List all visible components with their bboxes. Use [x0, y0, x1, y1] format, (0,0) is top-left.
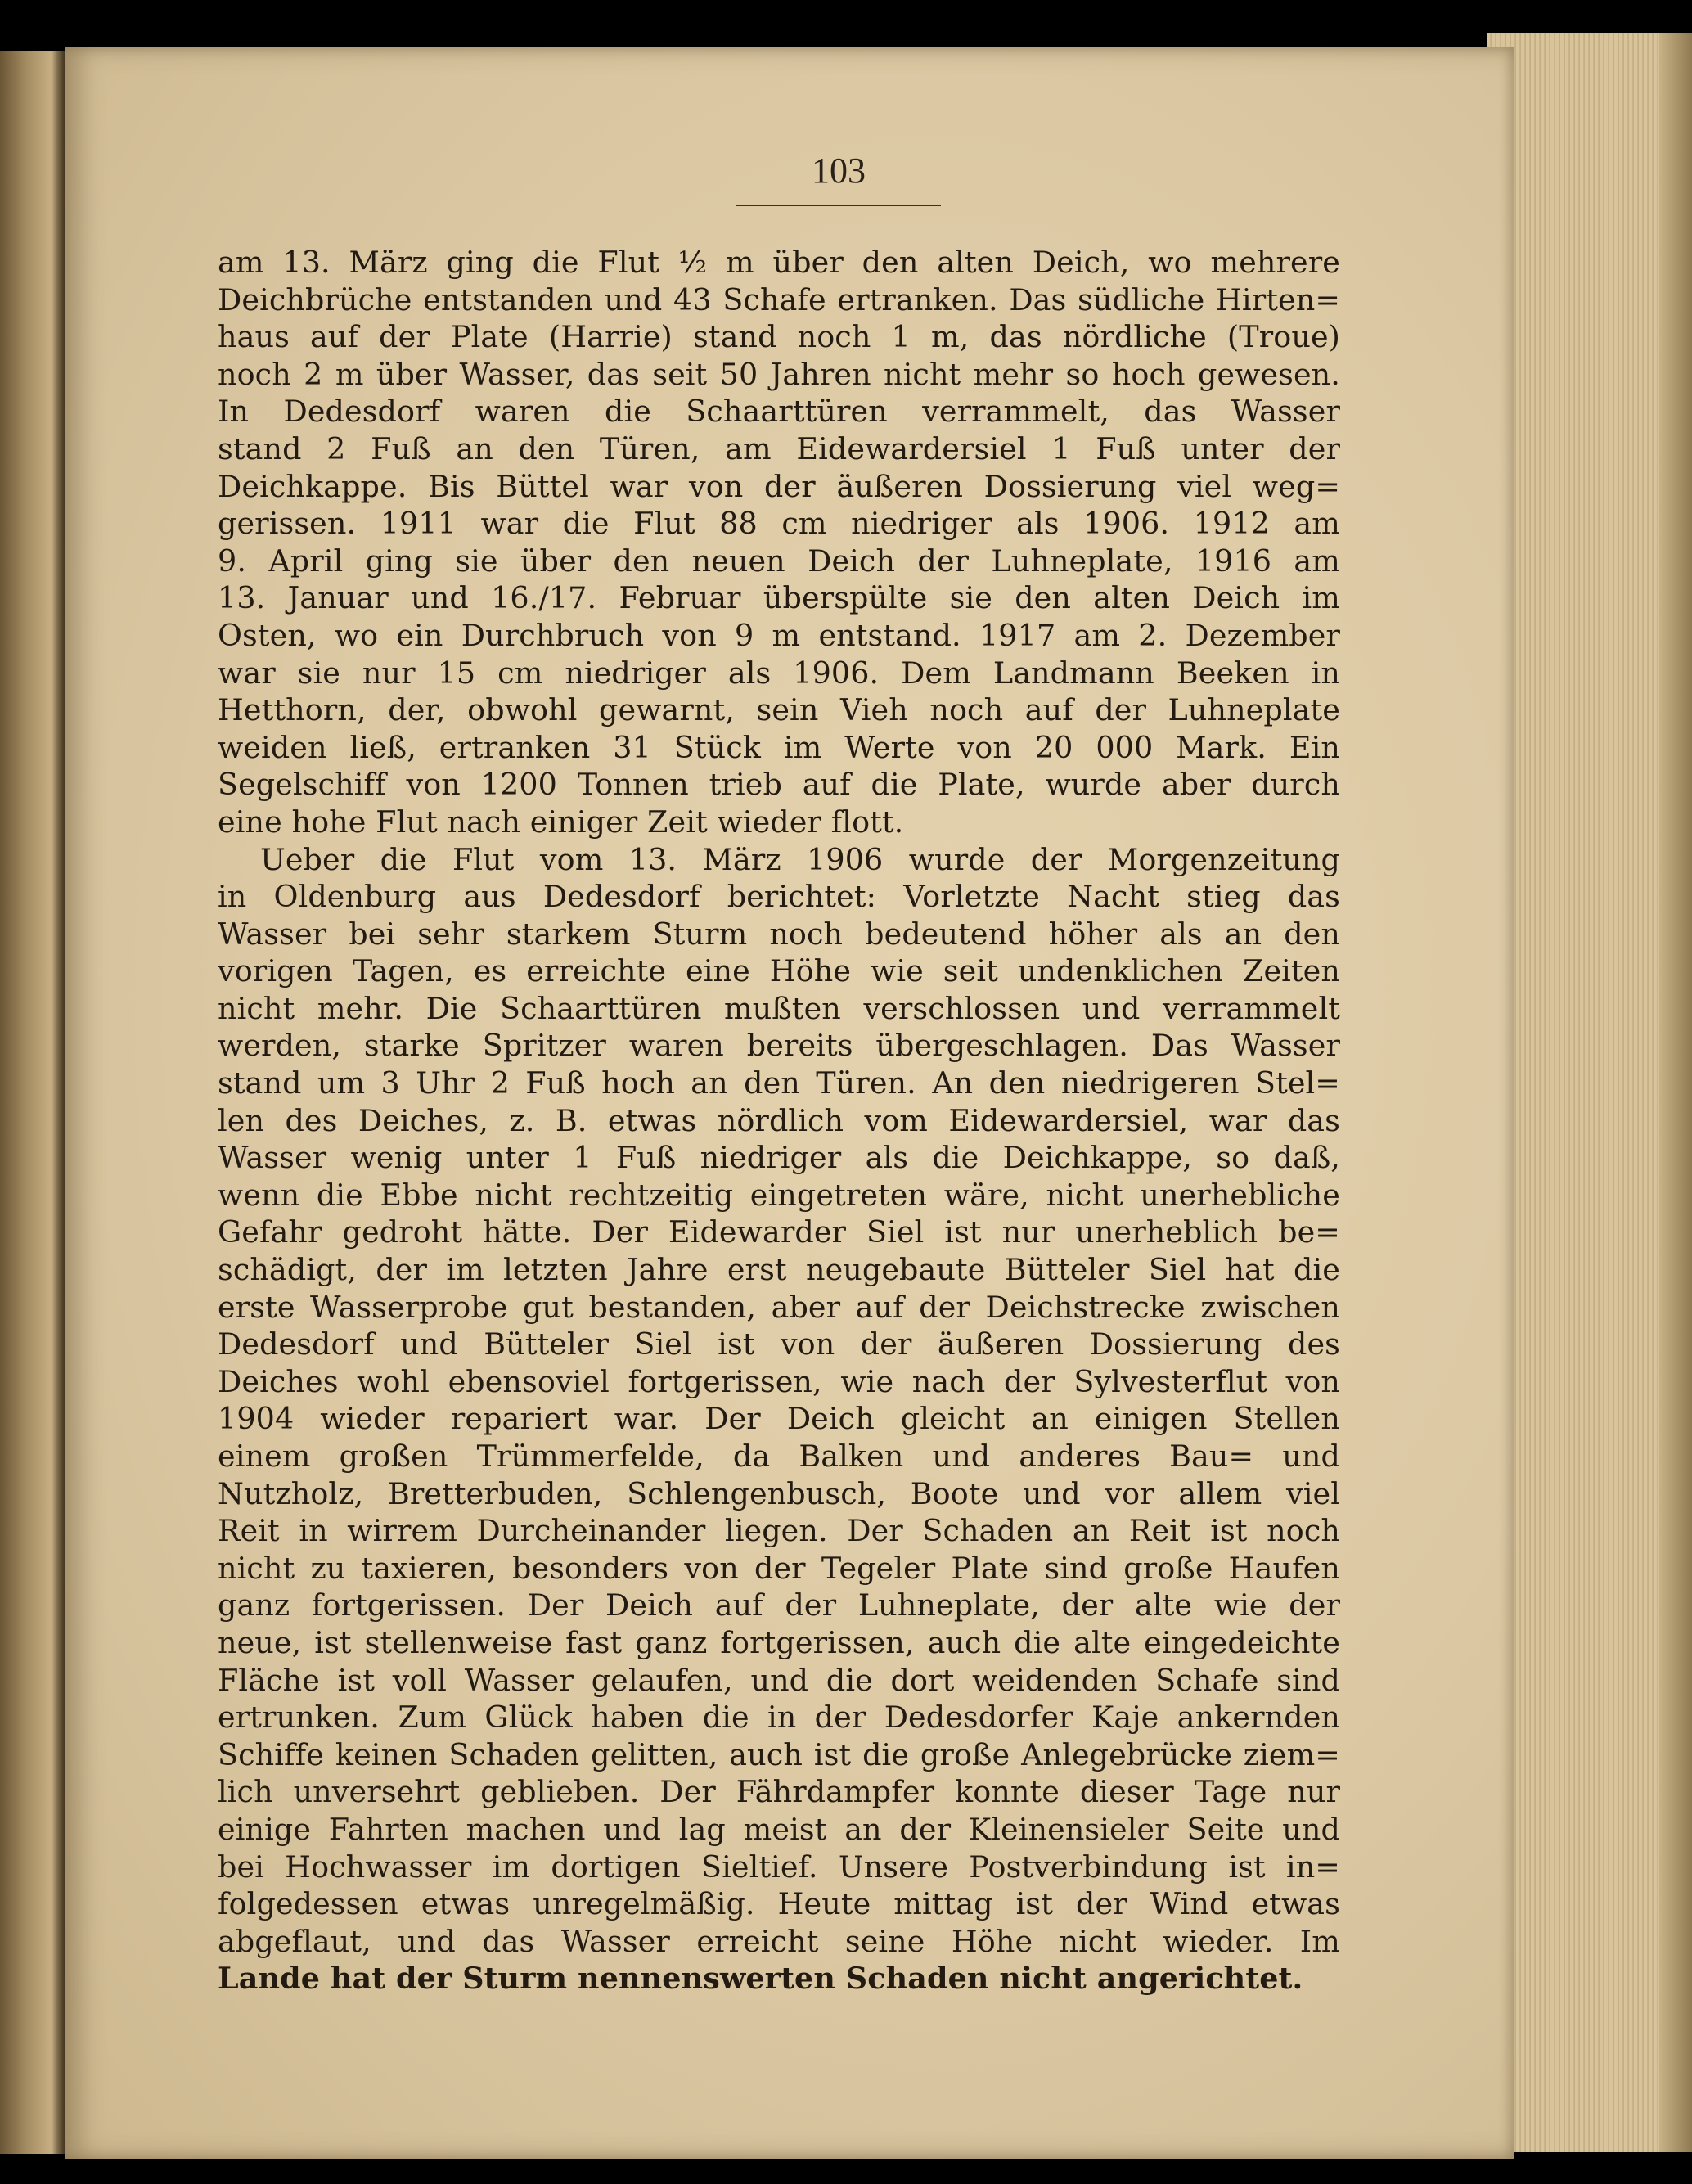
- book-edge: [1659, 33, 1692, 2152]
- text-line: Reit in wirrem Durcheinander liegen. Der Schaden an Reit ist noch: [218, 1513, 1340, 1549]
- book-page: [65, 47, 1514, 2159]
- text-line: 9. April ging sie über den neuen Deich der Luhneplate, 1916 am: [218, 543, 1340, 579]
- text-line: nicht mehr. Die Schaarttüren mußten verschlossen und verrammelt: [218, 990, 1340, 1026]
- paragraph-start-line: Ueber die Flut vom 13. März 1906 wurde der Morgenzeitung: [260, 841, 1340, 877]
- text-line: stand 2 Fuß an den Türen, am Eidewardersiel 1 Fuß unter der: [218, 430, 1340, 466]
- text-line: Hetthorn, der, obwohl gewarnt, sein Vieh noch auf der Luhneplate: [218, 692, 1340, 728]
- text-line: abgeflaut, und das Wasser erreicht seine Höhe nicht wieder. Im: [218, 1923, 1340, 1959]
- paragraph-end-line: eine hohe Flut nach einiger Zeit wieder flott.: [218, 804, 904, 840]
- text-line: Wasser wenig unter 1 Fuß niedriger als die Deichkappe, so daß,: [218, 1140, 1340, 1176]
- text-line: erste Wasserprobe gut bestanden, aber auf der Deichstrecke zwischen: [218, 1289, 1340, 1325]
- text-line: neue, ist stellenweise fast ganz fortgerissen, auch die alte eingedeichte: [218, 1624, 1340, 1660]
- text-line: einige Fahrten machen und lag meist an der Kleinensieler Seite und: [218, 1811, 1340, 1847]
- text-line: 13. Januar und 16./17. Februar überspülte sie den alten Deich im: [218, 580, 1340, 616]
- text-line: Schiffe keinen Schaden gelitten, auch ist die große Anlegebrücke ziem=: [218, 1736, 1340, 1772]
- binding-shadow: [51, 51, 65, 2154]
- text-line: Osten, wo ein Durchbruch von 9 m entstand. 1917 am 2. Dezember: [218, 617, 1340, 653]
- page-number-rule: [736, 205, 941, 206]
- text-line: lich unversehrt geblieben. Der Fährdampfer konnte dieser Tage nur: [218, 1774, 1340, 1810]
- text-line: einem großen Trümmerfelde, da Balken und anderes Bau= und: [218, 1439, 1340, 1474]
- text-line: folgedessen etwas unregelmäßig. Heute mittag ist der Wind etwas: [218, 1886, 1340, 1922]
- text-line: schädigt, der im letzten Jahre erst neugebaute Bütteler Siel hat die: [218, 1252, 1340, 1288]
- text-line: stand um 3 Uhr 2 Fuß hoch an den Türen. An den niedrigeren Stel=: [218, 1065, 1340, 1101]
- text-line: weiden ließ, ertranken 31 Stück im Werte von 20 000 Mark. Ein: [218, 729, 1340, 765]
- text-line: vorigen Tagen, es erreichte eine Höhe wie seit undenklichen Zeiten: [218, 953, 1340, 989]
- text-line: Nutzholz, Bretterbuden, Schlengenbusch, Boote und vor allem viel: [218, 1475, 1340, 1511]
- text-line: wenn die Ebbe nicht rechtzeitig eingetreten wäre, nicht unerhebliche: [218, 1177, 1340, 1213]
- text-line: ertrunken. Zum Glück haben die in der Dedesdorfer Kaje ankernden: [218, 1700, 1340, 1736]
- text-line: Segelschiff von 1200 Tonnen trieb auf die Plate, wurde aber durch: [218, 767, 1340, 803]
- text-line: Gefahr gedroht hätte. Der Eidewarder Siel ist nur unerheblich be=: [218, 1214, 1340, 1250]
- text-line: gerissen. 1911 war die Flut 88 cm niedriger als 1906. 1912 am: [218, 506, 1340, 542]
- text-line: war sie nur 15 cm niedriger als 1906. Dem Landmann Beeken in: [218, 655, 1340, 691]
- text-line: ganz fortgerissen. Der Deich auf der Luhneplate, der alte wie der: [218, 1587, 1340, 1623]
- text-line: Deichbrüche entstanden und 43 Schafe ertranken. Das südliche Hirten=: [218, 281, 1340, 317]
- text-line: in Oldenburg aus Dedesdorf berichtet: Vorletzte Nacht stieg das: [218, 879, 1340, 915]
- text-line: len des Deiches, z. B. etwas nördlich vom Eidewardersiel, war das: [218, 1102, 1340, 1138]
- page-number: 103: [812, 151, 866, 191]
- final-line: Lande hat der Sturm nennenswerten Schaden nicht angerichtet.: [218, 1961, 1303, 1997]
- text-line: noch 2 m über Wasser, das seit 50 Jahren nicht mehr so hoch gewesen.: [218, 356, 1340, 392]
- text-line: Fläche ist voll Wasser gelaufen, und die dort weidenden Schafe sind: [218, 1662, 1340, 1698]
- text-line: bei Hochwasser im dortigen Sieltief. Unsere Postverbindung ist in=: [218, 1849, 1340, 1885]
- text-line: In Dedesdorf waren die Schaarttüren verrammelt, das Wasser: [218, 394, 1340, 430]
- text-line: werden, starke Spritzer waren bereits übergeschlagen. Das Wasser: [218, 1028, 1340, 1064]
- text-line: Dedesdorf und Bütteler Siel ist von der äußeren Dossierung des: [218, 1326, 1340, 1362]
- text-line: Deichkappe. Bis Büttel war von der äußeren Dossierung viel weg=: [218, 468, 1340, 504]
- text-line: 1904 wieder repariert war. Der Deich gleicht an einigen Stellen: [218, 1401, 1340, 1437]
- text-line: haus auf der Plate (Harrie) stand noch 1 m, das nördliche (Troue): [218, 319, 1340, 355]
- text-line: am 13. März ging die Flut ½ m über den alten Deich, wo mehrere: [218, 245, 1340, 280]
- text-line: Deiches wohl ebensoviel fortgerissen, wie nach der Sylvesterflut von: [218, 1363, 1340, 1399]
- body-text: [218, 244, 1340, 1997]
- text-line: Wasser bei sehr starkem Sturm noch bedeutend höher als an den: [218, 916, 1340, 952]
- text-line: nicht zu taxieren, besonders von der Tegeler Plate sind große Haufen: [218, 1550, 1340, 1586]
